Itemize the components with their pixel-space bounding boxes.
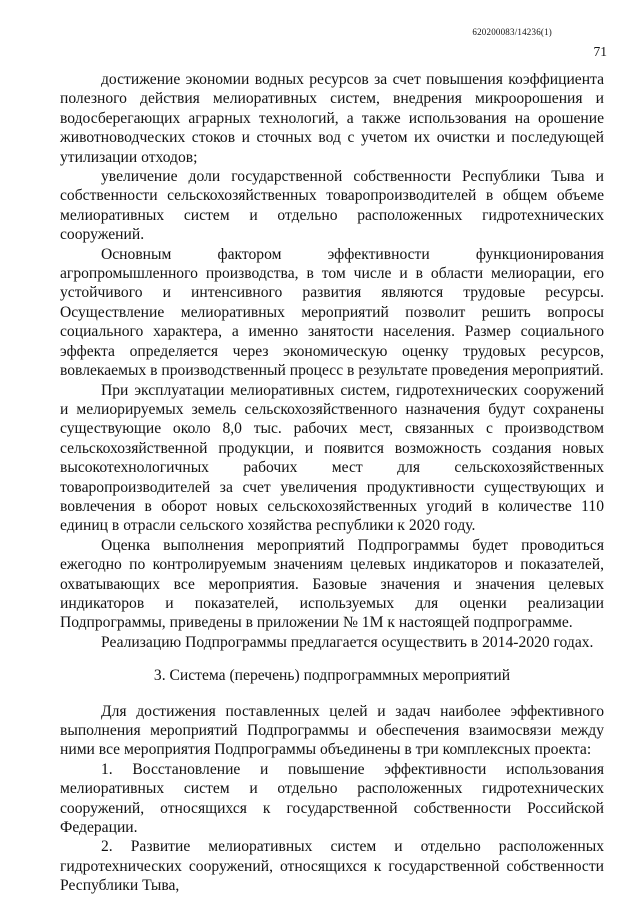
paragraph-labor-resources: Основным фактором эффективности функционирования агропромышленного производства, в том числе и в области мелиорации, его устойчивого и интенсивного развития являются трудовые ресурсы. Осуществление мелиоративных мероприятий позволит решить вопросы социального характера, а именно занятости населения. Размер социального эффекта определяется через экономическую оценку трудовых ресурсов, вовлекаемых в производственный процесс в результате проведения мероприятий. <box>60 245 604 380</box>
list-item-project-1: 1. Восстановление и повышение эффективности использования мелиоративных систем и отдельно расположенных гидротехнических сооружений, относящихся к государственной собственности Российской Федерации. <box>60 760 604 837</box>
paragraph-projects-intro: Для достижения поставленных целей и задач наиболее эффективного выполнения мероприятий Подпрограммы и обеспечения взаимосвязи между ними все мероприятия Подпрограммы объединены в три комплексных проекта: <box>60 702 604 759</box>
paragraph-water-economy: достижение экономии водных ресурсов за счет повышения коэффициента полезного действия мелиоративных систем, внедрения микроорошения и водосберегающих аграрных технологий, а также использования на орошение животноводческих стоков и сточных вод с учетом их очистки и последующей утилизации отходов; <box>60 71 604 166</box>
paragraph-workplaces: При эксплуатации мелиоративных систем, гидротехнических сооружений и мелиорируемых земель сельскохозяйственного назначения будут сохранены существующие около 8,0 тыс. рабочих мест, связанных с производством сельскохозяйственной продукции, и появится возможность создания новых высокотехнологичных рабочих мест для сельскохозяйственных товаропроизводителей за счет увеличения продуктивности существующих и вовлечения в оборот новых сельскохозяйственных угодий в количестве 110 единиц в отрасли сельского хозяйства республики к 2020 году. <box>60 381 604 535</box>
page-content <box>60 70 604 896</box>
paragraph-evaluation: Оценка выполнения мероприятий Подпрограммы будет проводиться ежегодно по контролируемым значениям целевых индикаторов и показателей, охватывающих все мероприятия. Базовые значения и значения целевых индикаторов и показателей, используемых для оценки реализации Подпрограммы, приведены в приложении № 1М к настоящей подпрограмме. <box>60 536 604 632</box>
paragraph-timeline: Реализацию Подпрограммы предлагается осуществить в 2014-2020 годах. <box>101 633 594 651</box>
document-id: 620200083/14236(1) <box>472 27 552 37</box>
paragraph-state-ownership: увеличение доли государственной собственности Республики Тыва и собственности сельскохозяйственных товаропроизводителей в общем объеме мелиоративных систем и отдельно расположенных гидротехнических сооружений. <box>60 168 604 244</box>
page-number: 71 <box>593 44 607 59</box>
section-title: 3. Система (перечень) подпрограммных мероприятий <box>153 667 511 685</box>
list-item-project-2: 2. Развитие мелиоративных систем и отдельно расположенных гидротехнических сооружений, относящихся к государственной собственности Республики Тыва, <box>60 838 604 895</box>
